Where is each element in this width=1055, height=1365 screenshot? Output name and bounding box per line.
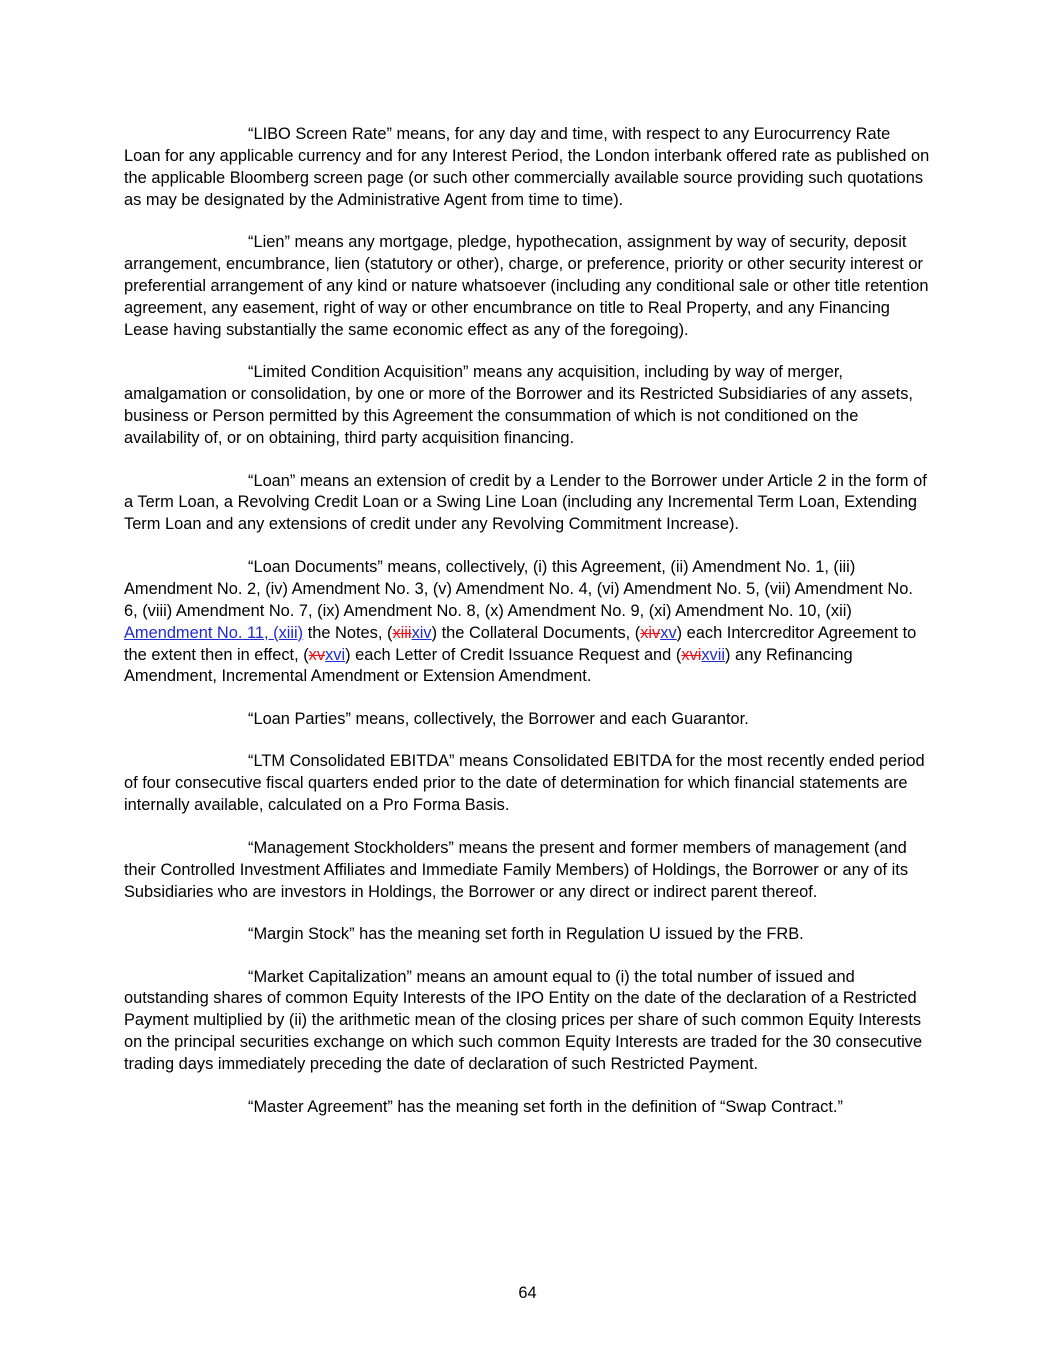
definition-market-capitalization: “Market Capitalization” means an amount equal to (i) the total number of issued and outstanding shares of common Equity Interests of the IPO Entity on the date of the declaration of a Restricted Payment multiplied by (ii) the arithmetic mean of the closing prices per share of such common Equity Interests on the principal securities exchange on which such common Equity Interests are traded for the 30 consecutive trading days immediately preceding the date of declaration of such Restricted Payment. — [124, 967, 923, 1074]
definition-libo-screen-rate: “LIBO Screen Rate” means, for any day and time, with respect to any Eurocurrency Rate Loan for any applicable currency and for any Interest Period, the London interbank offered rate as published on the applicable Bloomberg screen page (or such other commercially available source providing such quotations as may be designated by the Administrative Agent from time to time). — [124, 125, 930, 209]
text-segment: ) each Intercreditor Agreement to the extent then in effect, ( — [124, 623, 917, 664]
deleted-text: xiv — [640, 623, 661, 642]
inserted-text: Amendment No. 11, (xiii) — [124, 623, 304, 642]
page-number: 64 — [518, 1284, 537, 1302]
text-segment: “Loan Documents” means, collectively, (i) this Agreement, (ii) Amendment No. 1, (iii) Amendment No. 2, (iv) Amendment No. 3, (v) Amendment No. 4, (vi) Amendment No. 5, (vii) Amendment No. 6, (viii) Amendment No. 7, (ix) Amendment No. 8, (x) Amendment No. 9, (xi) Amendment No. 10, (xii) — [124, 557, 913, 620]
definition-loan: “Loan” means an extension of credit by a Lender to the Borrower under Article 2 in the form of a Term Loan, a Revolving Credit Loan or a Swing Line Loan (including any Incremental Term Loan, Extending Term Loan and any extensions of credit under any Revolving Commitment Increase). — [124, 471, 927, 534]
definition-limited-condition-acquisition: “Limited Condition Acquisition” means any acquisition, including by way of merger, amalgamation or consolidation, by one or more of the Borrower and its Restricted Subsidiaries of any assets, business or Person permitted by this Agreement the consummation of which is not conditioned on the availability of, or on obtaining, third party acquisition financing. — [124, 363, 913, 448]
definition-loan-documents — [124, 557, 930, 688]
inserted-text: xvi — [325, 645, 346, 664]
definition-lien: “Lien” means any mortgage, pledge, hypothecation, assignment by way of security, deposit arrangement, encumbrance, lien (statutory or other), charge, or preference, priority or other security interest or preferential arrangement of any kind or nature whatsoever (including any conditional sale or other title retention agreement, any easement, right of way or other encumbrance on title to Real Property, and any Financing Lease having substantially the same economic effect as any of the foregoing). — [124, 233, 929, 339]
deleted-text: xiii — [392, 623, 412, 642]
text-segment: ) the Collateral Documents, ( — [431, 623, 641, 642]
inserted-text: xvii — [701, 645, 726, 664]
document-body — [124, 124, 930, 1139]
text-segment: ) any Refinancing Amendment, Incremental Amendment or Extension Amendment. — [124, 645, 853, 686]
inserted-text: xiv — [411, 623, 432, 642]
text-segment: the Notes, ( — [303, 623, 393, 642]
inserted-text: xv — [660, 623, 677, 642]
definition-ltm-consolidated-ebitda: “LTM Consolidated EBITDA” means Consolidated EBITDA for the most recently ended period of four consecutive fiscal quarters ended prior to the date of determination for which financial statements are internally available, calculated on a Pro Forma Basis. — [124, 752, 925, 815]
deleted-text: xvi — [681, 645, 702, 664]
definition-management-stockholders: “Management Stockholders” means the present and former members of management (and their Controlled Investment Affiliates and Immediate Family Members) of Holdings, the Borrower or any of its Subsidiaries who are investors in Holdings, the Borrower or any direct or indirect parent thereof. — [124, 838, 909, 901]
definition-margin-stock: “Margin Stock” has the meaning set forth in Regulation U issued by the FRB. — [248, 925, 804, 944]
definition-loan-parties: “Loan Parties” means, collectively, the Borrower and each Guarantor. — [248, 709, 749, 728]
definition-master-agreement: “Master Agreement” has the meaning set forth in the definition of “Swap Contract.” — [248, 1097, 843, 1116]
deleted-text: xv — [308, 645, 326, 664]
text-segment: ) each Letter of Credit Issuance Request and ( — [345, 645, 682, 664]
